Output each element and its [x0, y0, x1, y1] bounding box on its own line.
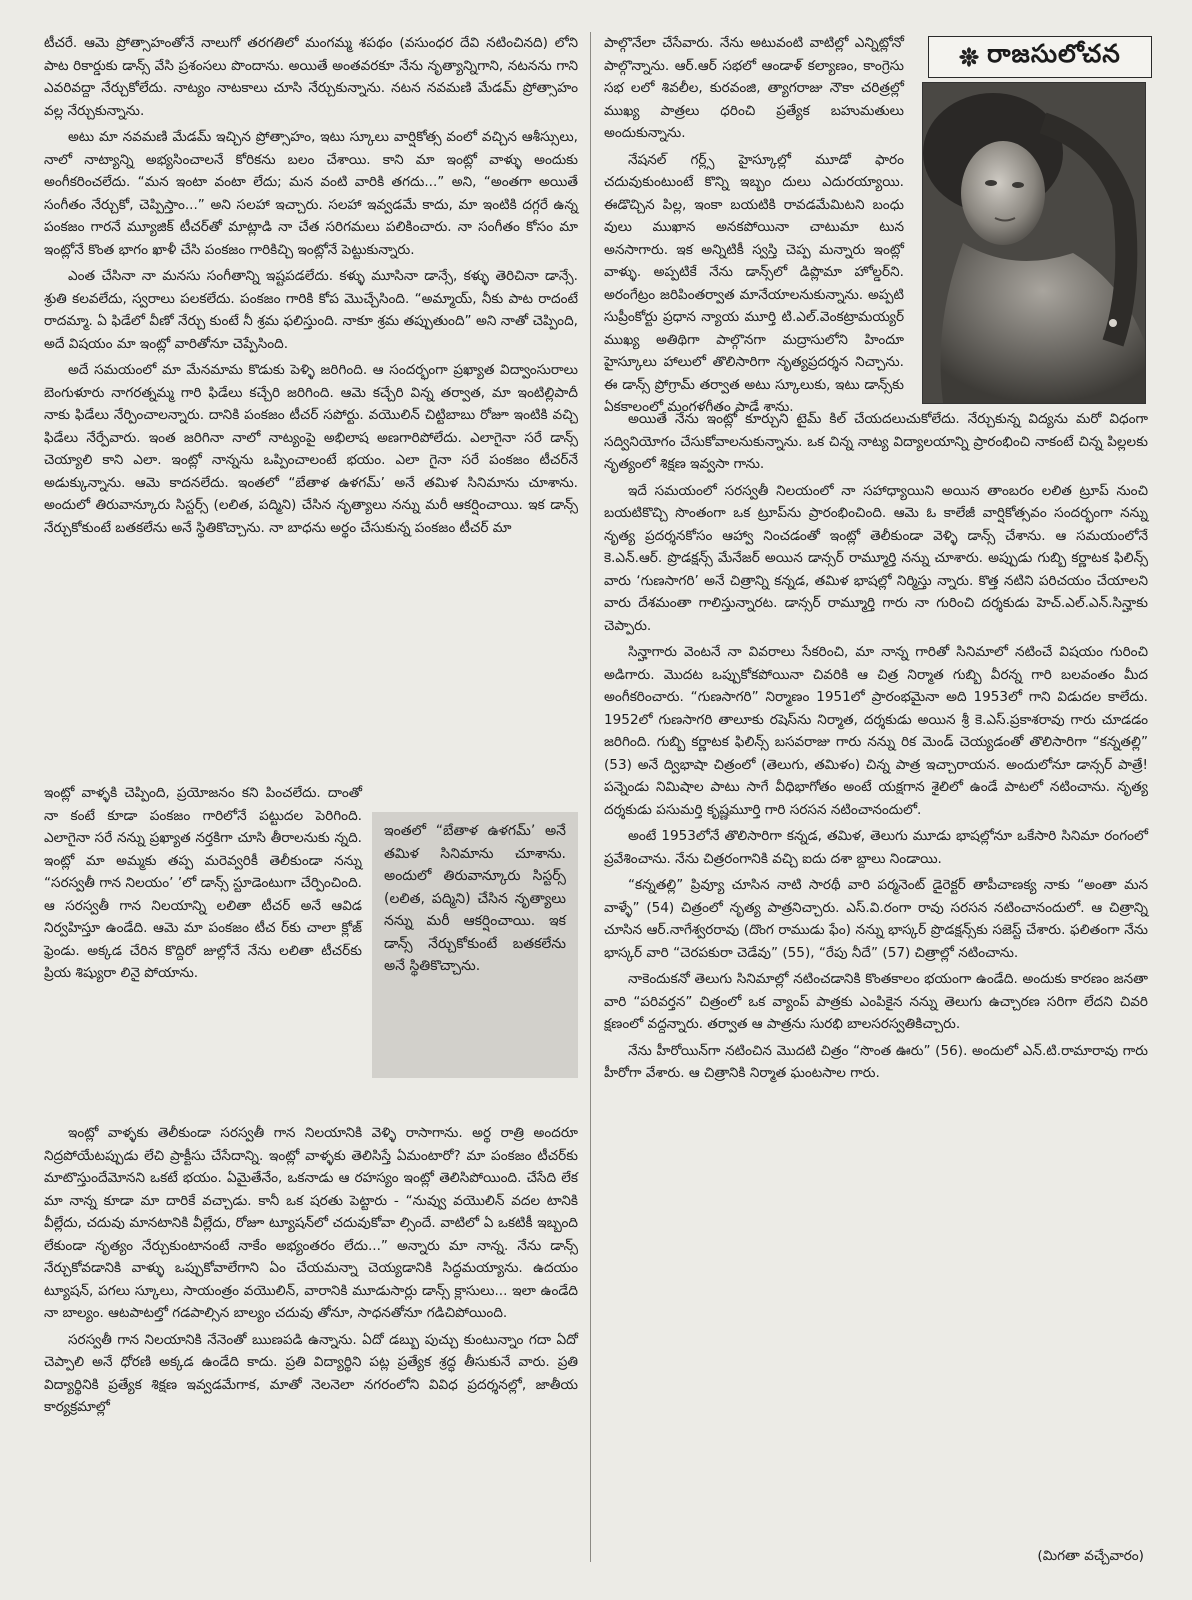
paragraph: నేను హీరోయిన్‌గా నటించిన మొదటి చిత్రం “సొంత ఊరు” (56). అందులో ఎన్.టి.రామారావు గారు హీరోగా వేశారు. ఆ చిత్రానికి నిర్మాత ఘంటసాల గారు. — [604, 1042, 1148, 1081]
portrait-photo — [922, 82, 1146, 404]
pull-quote — [372, 812, 578, 1078]
paragraph: ఇంట్లో వాళ్ళకు తెలీకుండా సరస్వతీ గాన నిలయానికి వెళ్ళి రాసాగాను. అర్థ రాత్రి అందరూ నిద్రపోయేటప్పుడు లేచి ప్రాక్టీసు చేసేదాన్ని. ఇంట్లో వాళ్ళకు తెలిసిస్తే ఏమంటారో? మా పంకజం టీచర్‌కు మాటొస్తుందేమోనని ఒకటే భయం. ఏమైతేనేం, ఒకనాడు ఆ రహస్యం ఇంట్లో తెలిసిపోయింది. చేసేది లేక మా నాన్న కూడా మా దారికే వచ్చాడు. కానీ ఒక షరతు పెట్టారు - “నువ్వు వయొలిన్ వదల టానికి వీల్లేదు, చదువు మానటానికి వీల్లేదు, రోజూ ట్యూషన్‌లో చదువుకోవా ల్సిందే. వాటిలో ఏ ఒకటికీ ఇబ్బంది లేకుండా నృత్యం నేర్చుకుంటానంటే నాకేం అభ్యంతరం లేదు...” అన్నారు మా నాన్న. నేను డాన్స్ నేర్చుకోవడానికి వాళ్ళు ఒప్పుకోవాలేగాని ఏం చేయమన్నా చెయ్యడానికి సిద్ధమయ్యాను. ఉదయం ట్యూషన్, పగలు స్కూలు, సాయంత్రం వయొలిన్, వారానికి మూడుసార్లు డాన్స్ క్లాసులు... ఇలా ఉండేది నా బాల్యం. ఆటపాటల్తో గడపాల్సిన బాల్యం చదువు తోనూ, సాధనతోనూ గడిచిపోయింది. — [44, 1125, 578, 1321]
paragraph: నాకెందుకనో తెలుగు సినిమాల్లో నటించడానికి కొంతకాలం భయంగా ఉండేది. అందుకు కారణం జనతా వారి “పరివర్తన” చిత్రంలో ఒక వ్యాంప్ పాత్రకు ఎంపికైన నన్ను తెలుగు ఉచ్చారణ సరిగా లేదని చివరి క్షణంలో వద్దన్నారు. తర్వాత ఆ పాత్రను సురభి బాలసరస్వతికిచ్చారు. — [604, 971, 1148, 1032]
right-column-main — [604, 408, 1148, 1558]
paragraph: అటు మా నవమణి మేడమ్ ఇచ్చిన ప్రోత్సాహం, ఇటు స్కూలు వార్షికోత్స వంలో వచ్చిన ఆశీస్సులు, నాలో నాట్యాన్ని అభ్యసించాలనే కోరికను బలం చేశాయి. కాని మా ఇంట్లో వాళ్ళు అందుకు అంగీకరించలేదు. “మన ఇంటా వంటా లేదు; మన వంటి వారికి తగదు...” అని, “అంతగా అయితే సంగీతం నేర్చుకో, చెప్పిస్తాం...” అని సలహా ఇచ్చారు. సలహా ఇవ్వడమే కాదు, మా ఇంటికి దగ్గరే ఉన్న పంకజం గారనే మ్యూజిక్ టీచర్‌తో మాట్లాడి నా చేత సరిగమలు పలికించారు. నా సంగీతం కోసం మా ఇంట్లోనే కొంత భాగం ఖాళీ చేసి పంకజం గారికిచ్చి ఇంట్లోనే పెట్టుకున్నారు. — [44, 129, 578, 258]
pull-quote-text: ఇంతలో “బేతాళ ఉళగమ్’ అనే తమిళ సినిమాను చూశాను. అందులో తిరువాన్కూరు సిస్టర్స్ (లలిత, పద్మిని) చేసిన నృత్యాలు నన్ను మరీ ఆకర్షించాయి. ఇక డాన్స్ నేర్చుకోకుంటే బతకలేను అనే స్థితికొచ్చాను. — [384, 823, 566, 974]
paragraph: సిన్హాగారు వెంటనే నా వివరాలు సేకరించి, మా నాన్న గారితో సినిమాలో నటించే విషయం గురించి అడిగారు. మొదట ఒప్పుకోకపోయినా చివరికి ఆ చిత్ర నిర్మాత గుబ్బి వీరన్న గారి బలవంతం మీద అంగీకరించారు. “గుణసాగరి” నిర్మాణం 1951లో ప్రారంభమైనా అది 1953లో గాని విడుదల కాలేదు. 1952లో గుణసాగరి తాలూకు రషెస్‌ను నిర్మాత, దర్శకుడు అయిన శ్రీ కె.ఎస్.ప్రకాశరావు గారు చూడడం జరిగింది. గుబ్బి కర్ణాటక ఫిలిన్స్ బసవరాజు గారు నన్ను రిక మెండ్ చెయ్యడంతో తొలిసారిగా “కన్నతల్లి” (53) అనే ద్విభాషా చిత్రంలో (తెలుగు, తమిళం) చిన్న పాత్ర ఇచ్చారాయన. అందులోనూ డాన్సర్ పాత్రే! పన్నెండు నిమిషాల పాటు సాగే వీధిభాగోతం అంటే యక్షగాన శైలిలో ఉండే పాటలో నటించాను. నృత్య దర్శకుడు పసుమర్తి కృష్ణమూర్తి గారి సరసన నటించానందులో. — [604, 644, 1148, 818]
paragraph: అదే సమయంలో మా మేనమామ కొడుకు పెళ్ళి జరిగింది. ఆ సందర్భంగా ప్రఖ్యాత విద్వాంసురాలు బెంగుళూరు నాగరత్నమ్మ గారి ఫిడేలు కచ్చేరి జరిగింది. ఆమె కచ్చేరి విన్న తర్వాత, మా ఇంటిల్లిపాదీ నాకు ఫిడేలు నేర్పించాలన్నారు. దానికి పంకజం టీచర్ సపోర్టు. వయొలిన్ చిట్టిబాబు రోజూ ఇంటికి వచ్చి ఫిడేలు నేర్పేవారు. ఇంత జరిగినా నాలో నాట్యంపై అభిలాష అణగారిపోలేదు. ఎలాగైనా సరే డాన్స్ చెయ్యాలి కాని ఎలా. ఇంట్లో నాన్నను ఒప్పించాలంటే భయం. ఎలా గైనా సరే పంకజం టీచర్‌నే అడుక్కున్నాను. ఆమె కాదనలేదు. ఇంతలో “బేతాళ ఉళగమ్’ అనే తమిళ సినిమాను చూశాను. అందులో తిరువాన్కూరు సిస్టర్స్ (లలిత, పద్మిని) చేసిన నృత్యాలు నన్ను మరీ ఆకర్షించాయి. ఇక డాన్స్ నేర్చుకోకుంటే బతకలేను అనే స్థితికొచ్చాను. నా బాధను అర్థం చేసుకున్న పంకజం టీచర్ మా — [44, 362, 578, 536]
continued-note: (మిగతా వచ్చేవారం) — [1037, 1548, 1144, 1564]
paragraph: అంటే 1953లోనే తొలిసారిగా కన్నడ, తమిళ, తెలుగు మూడు భాషల్లోనూ ఒకేసారి సినిమా రంగంలో ప్రవేశించాను. నేను చిత్రరంగానికి వచ్చి ఐదు దశా బ్దాలు నిండాయి. — [604, 828, 1148, 867]
paragraph: ఎంత చేసినా నా మనసు సంగీతాన్ని ఇష్టపడలేదు. కళ్ళు మూసినా డాన్సే, కళ్ళు తెరిచినా డాన్సే. శ్రుతి కలవలేదు, స్వరాలు పలకలేదు. పంకజం గారికి కోప మొచ్చేసింది. “అమ్మాయ్, నీకు పాట రాదంటే రాదమ్మా. ఏ ఫిడేలో వీణో నేర్చు కుంటే నీ శ్రమ ఫలిస్తుంది. నాకూ శ్రమ తప్పుతుంది” అని నాతో చెప్పింది, అదే విషయం మా ఇంట్లో వారితోనూ చెప్పేసింది. — [44, 268, 578, 352]
column-title: రాజసులోచన — [987, 39, 1121, 68]
paragraph: “కన్నతల్లి” ప్రివ్యూ చూసిన నాటి సారథీ వారి పర్మనెంట్ డైరెక్టర్ తాపీచాణక్య నాకు “అంతా మన వాళ్ళే” (54) చిత్రంలో నృత్య పాత్రనిచ్చారు. ఎస్.వి.రంగా రావు సరసన నటించానందులో. ఆ చిత్రాన్ని చూసిన ఆర్.నాగేశ్వరరావు (దొంగ రాముడు ఫేం) నన్ను భాస్కర్ ప్రొడక్షన్స్‌కు సజెస్ట్ చేశారు. ఫలితంగా నేను భాస్కర్ వారి “చెరపకురా చెడేవు” (55), “రేపు నీదే” (57) చిత్రాల్లో నటించాను. — [604, 877, 1148, 961]
paragraph: ఇదే సమయంలో సరస్వతీ నిలయంలో నా సహాధ్యాయిని అయిన తాంబరం లలిత ట్రూప్ నుంచి బయటికొచ్చి సొంతంగా ఒక ట్రూప్‌ను ప్రారంభించింది. ఆమె ఓ కాలేజీ వార్షికోత్సవం సందర్భంగా నన్ను నృత్య ప్రదర్శనకోసం ఆహ్వా నించడంతో ఇంట్లో తెలీకుండా వెళ్ళి డాన్స్ చేశాను. ఆ సమయంలోనే కె.ఎన్.ఆర్. ప్రొడక్షన్స్ మేనేజర్ అయిన డాన్సర్ రామ్మూర్తి నన్ను చూశారు. అప్పుడు గుబ్బి కర్ణాటక ఫిలిన్స్ వారు ‘గుణసాగరి’ అనే చిత్రాన్ని కన్నడ, తమిళ భాషల్లో నిర్మిస్తు న్నారు. కొత్త నటిని పరిచయం చేయాలని వారు దేశమంతా గాలిస్తున్నారట. డాన్సర్ రామ్మూర్తి గారు నా గురించి దర్శకుడు హెచ్.ఎల్.ఎన్.సిన్హాకు చెప్పారు. — [604, 482, 1148, 634]
paragraph: సరస్వతీ గాన నిలయానికి నేనెంతో ఋణపడి ఉన్నాను. ఏదో డబ్బు పుచ్చు కుంటున్నాం గదా ఏదో చెప్పాలి అనే ధోరణి అక్కడ ఉండేది కాదు. ప్రతి విద్యార్థిని పట్ల ప్రత్యేక శ్రద్ధ తీసుకునే వారు. ప్రతి విద్యార్థినికి ప్రత్యేక శిక్షణ ఇవ్వడమేగాక, మాతో నెలనెలా నగరంలోని వివిధ ప్రదర్శనల్లో, జాతీయ కార్యక్రమాల్లో — [44, 1331, 578, 1415]
right-column-top — [604, 32, 904, 415]
left-column-wrap — [44, 782, 362, 1122]
column-divider — [590, 32, 591, 1562]
portrait-illustration — [923, 83, 1145, 403]
paragraph: ఇంట్లో వాళ్ళకి చెప్పింది, ప్రయోజనం కని పించలేదు. దాంతో నా కంటే కూడా పంకజం గారిలోనే పట్టుదల పెరిగింది. ఎలాగైనా సరే నన్ను ప్రఖ్యాత నర్తకిగా చూసి తీరాలనుకు న్నది. ఇంట్లో మా అమ్మకు తప్ప మరెవ్వరికీ తెలీకుండా నన్ను “సరస్వతీ గాన నిలయం’ ’లో డాన్స్ స్టూడెంటుగా చేర్పించింది. ఆ సరస్వతీ గాన నిలయాన్ని లలితా టీచర్ అనే ఆవిడ నిర్వహిస్తూ ఉండేది. ఆమె మా పంకజం టీచ ర్‌కు చాలా క్లోజ్ ఫ్రెండు. అక్కడ చేరిన కొద్దిరో జుల్లోనే నేను లలితా టీచర్‌కు ప్రియ శిష్యురా లినై పోయాను. — [44, 785, 362, 981]
left-column-top — [44, 32, 578, 804]
column-header — [928, 36, 1152, 78]
left-column-bottom — [44, 1122, 578, 1562]
paragraph: నేషనల్ గర్ల్స్ హైస్కూల్లో మూడో ఫారం చదువుకుంటుంటే కొన్ని ఇబ్బం దులు ఎదురయ్యాయి. ఈడొచ్చిన పిల్ల, ఇంకా బయటికి రావడమేమిటని బంధు వులు ముఖాన అనకపోయినా చాటుమా టున అనసాగారు. ఇక అన్నిటికీ స్వస్తి చెప్ప మన్నారు ఇంట్లో వాళ్ళు. అప్పటికే నేను డాన్స్‌లో డిప్లొమా హోల్డర్‌ని. అరంగేట్రం జరిపింతర్వాత మానేయాలనుకున్నాను. అప్పటి సుప్రీంకోర్టు ప్రధాన న్యాయ మూర్తి టి.ఎల్.వెంకట్రామయ్యర్ ముఖ్య అతిథిగా పాల్గొనగా మద్రాసులోని హిందూ హైస్కూలు హాలులో తొలిసారిగా నృత్యప్రదర్శన నిచ్చాను. ఈ డాన్స్ ప్రోగ్రామ్ తర్వాత అటు స్కూలుకు, ఇటు డాన్స్‌కు ఏకకాలంలో మంగళగీతం పాడే శాను. — [604, 151, 904, 415]
paragraph: అయితే నేను ఇంట్లో కూర్చుని టైమ్ కిల్ చేయదలుచుకోలేదు. నేర్చుకున్న విద్యను మరో విధంగా సద్వినియోగం చేసుకోవాలనుకున్నాను. ఒక చిన్న నాట్య విద్యాలయాన్ని ప్రారంభించి నాకంటే చిన్న పిల్లలకు నృత్యంలో శిక్షణ ఇవ్వసా గాను. — [604, 411, 1148, 472]
flower-icon — [959, 47, 979, 67]
paragraph: టీచరే. ఆమె ప్రోత్సాహంతోనే నాలుగో తరగతిలో మంగమ్మ శపథం (వసుంధర దేవి నటించినది) లోని పాట రికార్డుకు డాన్స్ వేసి ప్రశంసలు పొందాను. అయితే అంతవరకూ నేను నృత్యాన్నిగాని, నటనను గాని ఎవరివద్దా నేర్చుకోలేదు. నాట్యం నాటకాలు చూసి నేర్చుకున్నాను. నటన నవమణి మేడమ్ ప్రోత్సాహం వల్ల నేర్చుకున్నాను. — [44, 35, 578, 119]
paragraph: పాల్గొనేలా చేసేవారు. నేను అటువంటి వాటిల్లో ఎన్నిట్లోనో పాల్గొన్నాను. ఆర్.ఆర్ సభలో ఆండాళ్ కల్యాణం, కాంగ్రెసు సభ లలో శివలీల, కురవంజి, త్యాగరాజు నౌకా చరిత్రల్లో ముఖ్య పాత్రలు ధరించి ప్రత్యేక బహుమతులు అందుకున్నాను. — [604, 35, 904, 141]
